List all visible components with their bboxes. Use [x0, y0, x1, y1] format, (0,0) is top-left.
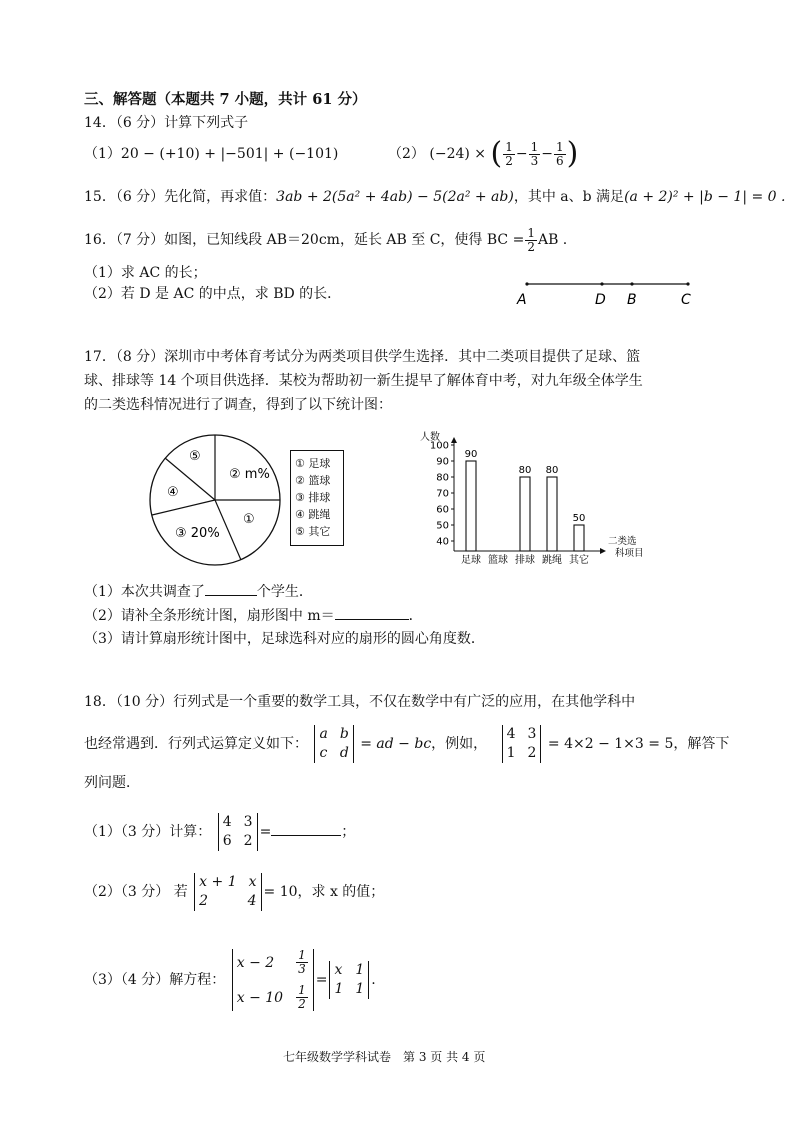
- legend-item: ① 足球: [295, 457, 331, 470]
- point-label-a: A: [517, 292, 527, 308]
- determinant: x − 2 $\frac{1}{3}$ x − 10 $\frac{1}{2}$: [232, 949, 314, 1011]
- q18-part2-text: （2）（3 分） 若: [84, 884, 188, 900]
- answer-blank[interactable]: [335, 605, 409, 620]
- bar-value-label: 50: [572, 513, 586, 524]
- bar-value-label: 80: [518, 465, 532, 476]
- q18-line3: 列问题．: [84, 775, 140, 791]
- y-tick-label: 60: [436, 504, 449, 516]
- pie-chart: [145, 430, 285, 570]
- section-header: 三、解答题（本题共 7 小题，共计 61 分）: [84, 91, 367, 108]
- q18-example-lead: ，例如，: [431, 736, 488, 752]
- left-paren: (: [490, 136, 503, 171]
- answer-blank[interactable]: [271, 821, 341, 836]
- pie-label-1: ①: [243, 512, 255, 527]
- point-label-c: C: [681, 292, 691, 308]
- bar-chart: [410, 425, 650, 575]
- answer-blank[interactable]: [205, 581, 257, 596]
- q18-part1-text: （1）（3 分）计算：: [84, 824, 212, 840]
- point-d-dot: [600, 282, 603, 285]
- q15-cond-prefix: ，其中 a、b 满足: [513, 189, 625, 205]
- bar-xlabel-line1: 二类选: [608, 536, 637, 547]
- pie-label-2: ② m%: [229, 467, 270, 482]
- q18-line2: [84, 722, 729, 766]
- determinant: x + 1 x 2 4: [194, 873, 261, 911]
- q15-cond: (a + 2)² + |b − 1| = 0 .: [624, 189, 786, 205]
- q15: [84, 187, 786, 207]
- category-label: 跳绳: [542, 555, 562, 566]
- q14-stem: 14．（6 分）计算下列式子: [84, 115, 249, 131]
- y-tick-label: 80: [436, 472, 449, 484]
- q17-part2-text: （2）请补全条形统计图，扇形图中 m＝: [84, 608, 335, 624]
- q17-line3: 的二类选科情况进行了调查，得到了以下统计图：: [84, 397, 392, 413]
- q16-stem: 16．（7 分）如图，已知线段 AB＝20cm，延长 AB 至 C，使得 BC =: [84, 232, 525, 248]
- bar-2: [520, 477, 530, 551]
- q16-part1: （1）求 AC 的长；: [84, 265, 207, 281]
- q17-part1-text: （1）本次共调查了: [84, 584, 205, 600]
- legend-item: ⑤ 其它: [295, 525, 331, 538]
- y-tick-label: 40: [436, 536, 449, 548]
- q18-part3-text: （3）（4 分）解方程：: [84, 972, 226, 988]
- q15-stem: 15．（6 分）先化简，再求值：: [84, 189, 277, 205]
- q16-stem-line: [84, 226, 567, 254]
- bar-value-label: 90: [464, 449, 478, 460]
- point-c-dot: [686, 282, 689, 285]
- q14-part2: （2） (−24) × ( $\frac{1}{2}$ − $\frac{1}{3}$ − $\frac{1}{6}$ ): [388, 136, 579, 171]
- point-a-dot: [525, 282, 528, 285]
- definition-rhs: = ad − bc: [360, 736, 432, 752]
- fraction: $\frac{1}{2}$: [527, 225, 535, 254]
- y-tick-label: 100: [429, 440, 449, 452]
- q17-line1: 17．（8 分）深圳市中考体育考试分为两类项目供学生选择．其中二类项目提供了足球、篮: [84, 349, 641, 365]
- determinant-definition: a b c d: [314, 725, 353, 763]
- q16-stem-tail: AB .: [537, 232, 568, 248]
- q18-part2: [84, 870, 384, 914]
- pie-label-5: ⑤: [189, 449, 201, 464]
- determinant: 4 3 6 2: [218, 813, 258, 851]
- point-label-d: D: [595, 292, 606, 308]
- bar-3: [547, 477, 557, 551]
- point-label-b: B: [627, 292, 637, 308]
- q15-expr: 3ab + 2(5a² + 4ab) − 5(2a² + ab): [276, 189, 514, 205]
- bar-0: [466, 461, 476, 551]
- y-tick-label: 90: [436, 456, 449, 468]
- bar-ylabel: 人数: [420, 432, 440, 443]
- right-paren: ): [566, 136, 579, 171]
- fraction: $\frac{1}{2}$: [505, 139, 513, 168]
- q14-part1-expr: 20 − (+10) + |−501| + (−101): [120, 146, 339, 162]
- q16-part2: （2）若 D 是 AC 的中点，求 BD 的长．: [84, 286, 342, 302]
- q14-part1-label: （1）: [84, 146, 121, 162]
- q18-part1-tail: ；: [341, 824, 356, 840]
- q17-part2-tail: ．: [408, 608, 423, 624]
- q18-line2-text: 也经常遇到．行列式运算定义如下：: [84, 736, 308, 752]
- fraction: $\frac{1}{3}$: [530, 139, 539, 168]
- x-axis-arrow: [600, 548, 606, 554]
- pie-label-4: ④: [167, 485, 179, 500]
- q18-part1: （1）（3 分）计算： 4 3 6 2 = ；: [84, 814, 356, 849]
- q14-part2-prefix: (−24) ×: [429, 146, 487, 162]
- y-axis-arrow: [451, 437, 457, 443]
- q18-line2-tail: ，解答下: [673, 736, 730, 752]
- q17-part1-tail: 个学生．: [256, 584, 313, 600]
- category-label: 足球: [461, 555, 481, 566]
- y-tick-label: 50: [436, 520, 449, 532]
- legend-item: ② 篮球: [295, 474, 331, 487]
- bar-4: [574, 525, 584, 551]
- q14-part1: [84, 144, 338, 164]
- legend-item: ④ 跳绳: [295, 508, 331, 521]
- page-footer: 七年级数学学科试卷 第 3 页 共 4 页: [283, 1050, 486, 1064]
- category-label: 篮球: [488, 555, 508, 566]
- pie-label-3: ③ 20%: [175, 526, 220, 541]
- determinant: x 1 1 1: [329, 961, 369, 999]
- q17-part1: [84, 581, 313, 602]
- bar-series: [461, 449, 589, 566]
- pie-legend: [290, 450, 344, 546]
- fraction: $\frac{1}{6}$: [555, 139, 564, 168]
- q17-part2: [84, 605, 423, 626]
- example-rhs: = 4×2 − 1×3 = 5: [547, 736, 674, 752]
- q17-line2: 球、排球等 14 个项目供选择．某校为帮助初一新生提早了解体育中考，对九年级全体学生: [84, 373, 643, 389]
- category-label: 其它: [569, 555, 589, 566]
- y-tick-label: 70: [436, 488, 449, 500]
- segment-diagram: [510, 272, 710, 312]
- category-label: 排球: [515, 555, 535, 566]
- q18-line1: 18．（10 分）行列式是一个重要的数学工具，不仅在数学中有广泛的应用，在其他学科中: [84, 694, 636, 710]
- q17-part3: （3）请计算扇形统计图中，足球选科对应的扇形的圆心角度数．: [84, 631, 485, 647]
- pie-divider: [152, 500, 215, 515]
- point-b-dot: [630, 282, 633, 285]
- determinant-example: 4 3 1 2: [502, 725, 542, 763]
- q14-part2-label: （2）: [388, 146, 425, 162]
- legend-item: ③ 排球: [295, 491, 331, 504]
- bar-xlabel-line2: 科项目: [615, 548, 644, 559]
- q18-part3: （3）（4 分）解方程： x − 2 $\frac{1}{3}$ x − 10 $\frac{1}{2}$ = x 1 1 1 .: [84, 948, 376, 1011]
- q18-part2-tail: = 10，求 x 的值；: [263, 884, 385, 900]
- bar-value-label: 80: [545, 465, 559, 476]
